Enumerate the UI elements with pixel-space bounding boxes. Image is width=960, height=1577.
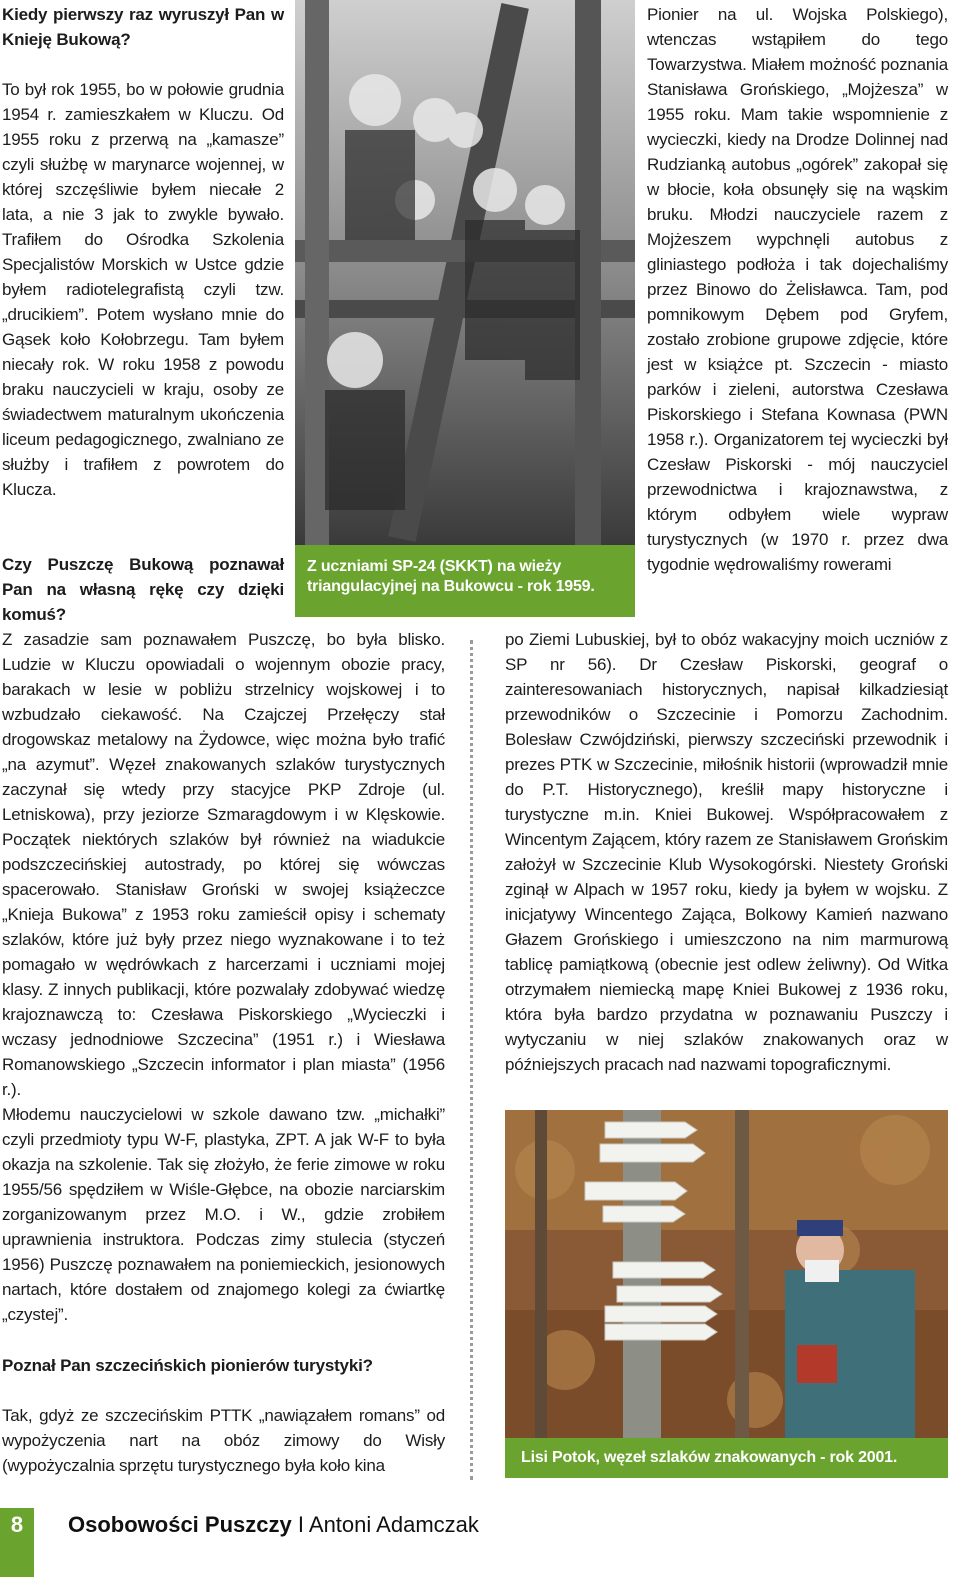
text-right-top: Pionier na ul. Wojska Polskiego), wtenczas wstąpiłem do tego Towarzystwa. Miałem możność poznania Stanisława Grońskiego, „Mojżesza” w 1955 roku. Mam takie wspomnienie z wycieczki, kiedy na Drodze Dolinnej nad Rudzianką autobus „ogórek” zakopał się w błocie, koła obsunęły się na wąskim bruku. Młodzi nauczyciele razem z Mojżeszem wypchnęli autobus z gliniastego podłoża i tak dojechaliśmy przez Binowo do Żelisławca. Tam, pod pomnikowym Dębem pod Gryfem, zostało zrobione grupowe zdjęcie, które jest w książce pt. Szczecin - miasto parków i zieleni, autorstwa Czesława Piskorskiego i Stefana Kownasa (PWN 1958 r.). Organizatorem tej wycieczki był Czesław Piskorski - mój nauczyciel przewodnictwa i krajoznawstwa, z którym odbyłem wiele wypraw turystycznych (w 1970 r. przez dwa tygodnie wędrowaliśmy rowerami	[647, 5, 948, 574]
paragraph-forest: Z zasadzie sam poznawałem Puszczę, bo była blisko. Ludzie w Kluczu opowiadali o wojennym obozie pracy, barakach w lesie w pobliżu strzelnicy wojskowej i to wzbudzało ciekawość. Na Czajczej Przełęczy stał drogowskaz metalowy na Żydowce, więc można było trafić „na azymut”. Węzeł znakowanych szlaków turystycznych zaczynał się wtedy przy stacyjce PKP Zdroje (ul. Letniskowa), przy jeziorze Szmaragdowym i w Klęskowie. Początek niektórych szlaków był również na wiadukcie podszczecińskiej autostrady, po której się wówczas spacerowało. Stanisław Groński w swojej książeczce „Knieja Bukowa” z 1953 roku zamieścił opisy i schematy szlaków, które już były przez niego wyznakowane i to też pomagało w wędrówkach z harcerzami i uczniami mojej klasy. Z innych publikacji, które pozwalały zdobywać wiedzę krajoznawczą to: Czesława Piskorskiego „Wycieczki i wczasy jednodniowe Szczecina” (1951 r.) i Wiesława Romanowskiego „Szczecin informator i plan miasta” (1956 r.).	[2, 630, 445, 1099]
column-divider	[470, 640, 473, 1480]
question-3: Poznał Pan szczecińskich pionierów turystyki?	[2, 1356, 373, 1375]
photo-trail-node-2001	[505, 1110, 948, 1438]
question-2: Czy Puszczę Bukową poznawał Pan na własną rękę czy dzięki komuś?	[2, 555, 284, 624]
photo-tower-1959	[295, 0, 635, 545]
footer-title	[68, 1511, 479, 1539]
left-bottom-block	[2, 627, 445, 1327]
footer-separator: I	[297, 1512, 304, 1537]
answer-3: Tak, gdyż ze szczecińskim PTTK „nawiązałem romans” od wypożyczenia nart na obóz zimowy do Wisły (wypożyczalnia sprzętu turystycznego była koło kina	[2, 1406, 445, 1475]
photo-caption-1: Z uczniami SP-24 (SKKT) na wieży triangulacyjnej na Bukowcu - rok 1959.	[295, 545, 635, 617]
answer-1: To był rok 1955, bo w połowie grudnia 1954 r. zamieszkałem w Kluczu. Od 1955 roku z przerwą na „kamasze” czyli służbę w marynarce wojennej, w której szczęśliwie byłem niecałe 2 lata, a nie 3 jak to zwykle bywało. Trafiłem do Ośrodka Szkolenia Specjalistów Morskich w Ustce gdzie byłem radiotelegrafistą czyli tzw. „drucikiem”. Potem wysłano mnie do Gąsek koło Kołobrzegu. Tam byłem niecały rok. W roku 1958 z powodu braku nauczycieli w kraju, osoby ze świadectwem maturalnym ukończenia liceum pedagogicznego, zwalniano ze służby i trafiłem z powrotem do Klucza.	[2, 80, 284, 499]
paragraph-teacher: Młodemu nauczycielowi w szkole dawano tzw. „michałki” czyli przedmioty typu W-F, plastyka, ZPT. A jak W-F to była okazja na szkolenie. Tak się złożyło, że ferie zimowe w roku 1955/56 spędziłem w Wiśle-Głębce, na obozie narciarskim zorganizowanym przez M.O. i W., gdzie zrobiłem uprawnienia instruktora. Podczas zimy stulecia (styczeń 1956) Puszczę poznawałem na poniemieckich, jesionowych nartach, które dostałem od znajomego kolegi za ćwiartkę „czystej”.	[2, 1105, 445, 1324]
photo-tower-1959-image	[295, 0, 635, 545]
text-right-middle: po Ziemi Lubuskiej, był to obóz wakacyjny moich uczniów z SP nr 56). Dr Czesław Piskorski, geograf o zainteresowaniach historycznych, napisał kilkadziesiąt przewodników o Szczecinie i Pomorzu Zachodnim. Bolesław Czwójdziński, pierwszy szczeciński przewodnik i prezes PTK w Szczecinie, miłośnik historii (wprowadził mnie do P.T. Historycznego), kreślił mapy historyczne i turystyczne m.in. Kniei Bukowej. Współpracowałem z Wincentym Zającem, który razem ze Stanisławem Grońskim założył w Szczecinie Klub Wysokogórski. Niestety Groński zginął w Alpach w 1957 roku, kiedy ja byłem w wojsku. Z inicjatywy Wincentego Zająca, Bolkowy Kamień nazwano Głazem Grońskiego i umieszczono na nim marmurową tablicę pamiątkową (obecnie jest odlew żeliwny). Od Witka otrzymałem niemiecką mapę Kniei Bukowej z 1936 roku, która była bardzo przydatna w poznawaniu Puszczy i wytyczaniu w niej szlaków znakowanych oraz w późniejszych pracach nad nazwami topograficznymi.	[505, 630, 948, 1074]
photo-caption-2: Lisi Potok, węzeł szlaków znakowanych - rok 2001.	[505, 1438, 948, 1478]
footer-section-title: Osobowości Puszczy	[68, 1512, 292, 1537]
footer-author: Antoni Adamczak	[308, 1512, 479, 1537]
question-1: Kiedy pierwszy raz wyruszył Pan w Knieję Bukową?	[2, 5, 284, 49]
page-number: 8	[0, 1508, 34, 1577]
photo-trail-node-2001-image	[505, 1110, 948, 1438]
